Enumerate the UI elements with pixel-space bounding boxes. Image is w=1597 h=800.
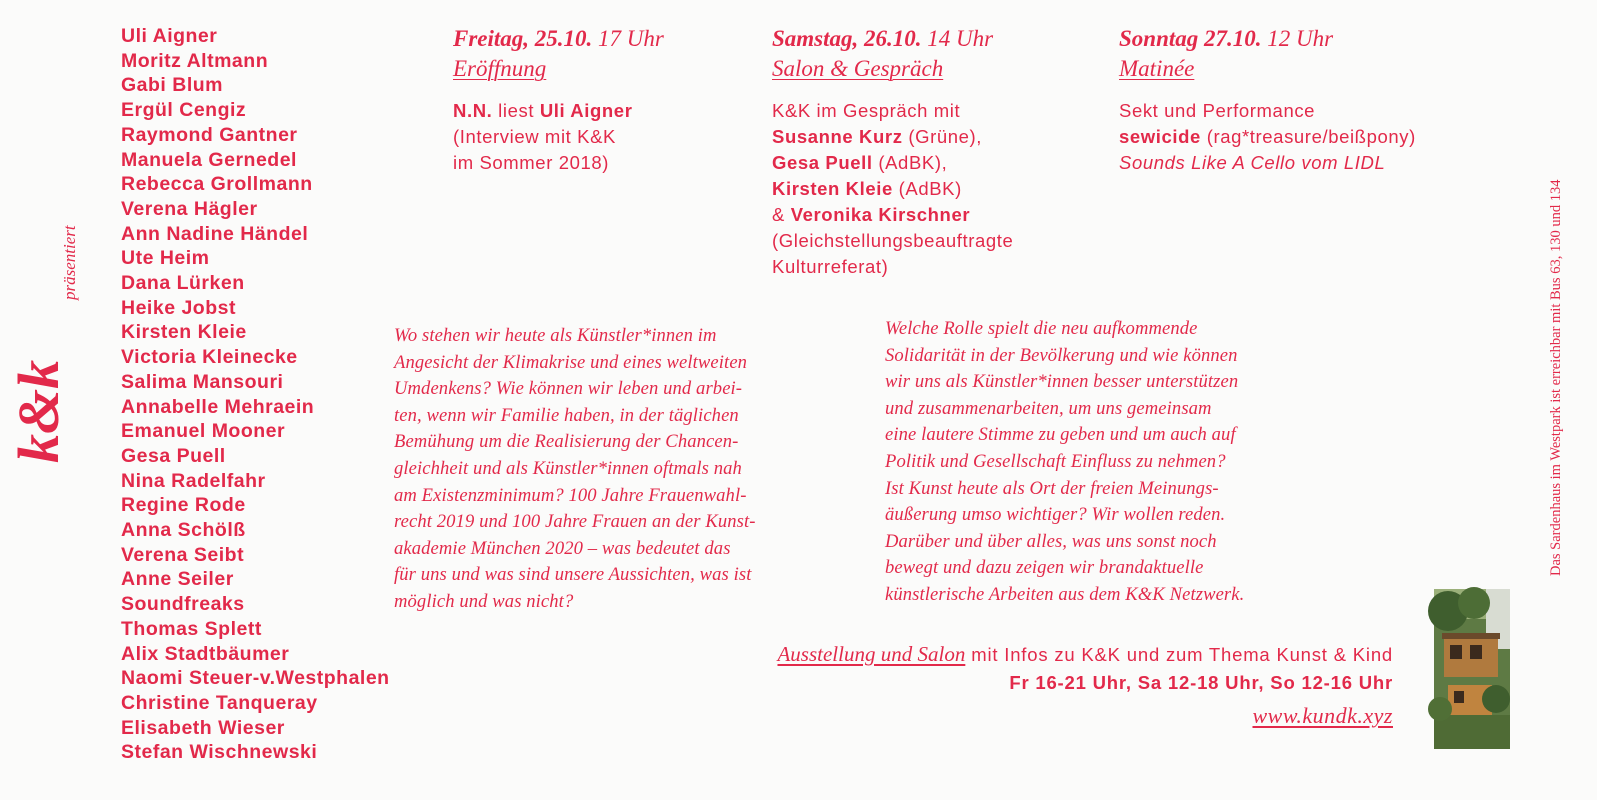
artist-name: Ergül Cengiz [121, 99, 247, 122]
performer-note: (rag*treasure/beißpony) [1206, 126, 1416, 147]
event-time: 17 Uhr [598, 26, 664, 51]
artist-name: Christine Tanqueray [121, 691, 318, 714]
guest-org: Kulturreferat) [772, 256, 889, 277]
venue-photo [1434, 589, 1510, 749]
friday-line: im Sommer 2018) [453, 152, 610, 173]
friday-line: (Interview mit K&K [453, 126, 616, 147]
artist-name: Ann Nadine Händel [121, 222, 309, 245]
event-day: Samstag, 26.10. [772, 26, 922, 51]
opening-hours: Fr 16-21 Uhr, Sa 12-18 Uhr, So 12-16 Uhr [1009, 672, 1393, 693]
artist-name: Kirsten Kleie [121, 321, 247, 344]
sunday-line: Sekt und Performance [1119, 100, 1316, 121]
text-line: Umdenkens? Wie können wir leben und arbei- [394, 378, 743, 400]
text-line: am Existenzminimum? 100 Jahre Frauenwahl- [394, 484, 747, 506]
guest-name: Susanne Kurz [772, 126, 903, 147]
text-line: recht 2019 und 100 Jahre Frauen an der Kunst- [394, 511, 756, 533]
event-title: Salon & Gespräch [772, 56, 944, 81]
artist-list [121, 24, 390, 765]
event-sunday [1119, 24, 1416, 176]
artist-name: Victoria Kleinecke [121, 346, 298, 369]
reads-label: liest [498, 100, 535, 121]
text-line: eine lautere Stimme zu geben und um auch auf [885, 424, 1236, 446]
performer-name: sewicide [1119, 126, 1201, 147]
artist-name: Naomi Steuer-v.Westphalen [121, 667, 390, 690]
text-line: Politik und Gesellschaft Einfluss zu nehmen? [885, 450, 1226, 472]
text-line: möglich und was nicht? [394, 590, 574, 612]
artist-name: Ute Heim [121, 247, 210, 270]
text-right [885, 316, 1244, 609]
artist-name: Annabelle Mehraein [121, 395, 315, 418]
guest-org: (Gleichstellungsbeauftragte [772, 230, 1014, 251]
event-title: Eröffnung [453, 56, 547, 81]
artist-name: Rebecca Grollmann [121, 173, 313, 196]
event-time: 14 Uhr [927, 26, 994, 51]
guest-org: (AdBK), [878, 152, 948, 173]
artist-name: Soundfreaks [121, 593, 245, 616]
directions-note: Das Sardenhaus im Westpark ist erreichbar mit Bus 63, 130 und 134 [1548, 179, 1564, 576]
text-line: Solidarität in der Bevölkerung und wie können [885, 344, 1238, 366]
event-day: Sonntag 27.10. [1119, 26, 1262, 51]
event-saturday [772, 24, 1013, 280]
text-line: bewegt und dazu zeigen wir brandaktuelle [885, 557, 1204, 579]
artist-name: Verena Seibt [121, 543, 245, 566]
reader-name: Uli Aigner [539, 100, 633, 121]
guest-org: (Grüne), [908, 126, 982, 147]
footer-info [777, 640, 1393, 697]
logo-text: k&k [6, 359, 71, 463]
text-line: Angesicht der Klimakrise und eines weltweiten [394, 351, 748, 373]
text-line: Bemühung um die Realisierung der Chancen- [394, 431, 739, 453]
artist-name: Salima Mansouri [121, 370, 284, 393]
artist-name: Heike Jobst [121, 296, 236, 319]
artist-name: Gabi Blum [121, 74, 224, 97]
text-line: für uns und was sind unsere Aussichten, was ist [394, 564, 752, 586]
text-left [394, 323, 756, 616]
footer-info-text: mit Infos zu K&K und zum Thema Kunst & Kind [971, 644, 1393, 665]
artist-name: Regine Rode [121, 494, 246, 517]
guest-name: Gesa Puell [772, 152, 873, 173]
artist-name: Gesa Puell [121, 444, 226, 467]
text-line: künstlerische Arbeiten aus dem K&K Netzwerk. [885, 583, 1245, 605]
artist-name: Alix Stadtbäumer [121, 642, 290, 665]
artist-name: Stefan Wischnewski [121, 741, 318, 764]
text-line: und zusammenarbeiten, um uns gemeinsam [885, 397, 1212, 419]
artist-name: Emanuel Mooner [121, 420, 286, 443]
artist-name: Elisabeth Wieser [121, 716, 285, 739]
text-line: gleichheit und als Künstler*innen oftmals nah [394, 457, 742, 479]
event-title: Matinée [1119, 56, 1195, 81]
exhibition-link[interactable]: Ausstellung und Salon [777, 642, 966, 666]
text-line: Welche Rolle spielt die neu aufkommende [885, 318, 1198, 339]
text-line: Ist Kunst heute als Ort der freien Meinungs- [885, 477, 1219, 499]
nn-label: N.N. [453, 100, 493, 121]
kk-logo [6, 335, 84, 463]
saturday-intro: K&K im Gespräch mit [772, 100, 961, 121]
text-line: ten, wenn wir Familie haben, in der täglichen [394, 404, 739, 426]
guest-name: Kirsten Kleie [772, 178, 893, 199]
event-day: Freitag, 25.10. [453, 26, 593, 51]
artist-name: Manuela Gernedel [121, 148, 297, 171]
presents-label: präsentiert [60, 225, 79, 300]
guest-org: (AdBK) [898, 178, 962, 199]
text-line: Darüber und über alles, was uns sonst noch [885, 530, 1217, 552]
artist-name: Thomas Splett [121, 617, 262, 640]
artist-name: Dana Lürken [121, 272, 245, 295]
sunday-line: Sounds Like A Cello vom LIDL [1119, 152, 1386, 173]
text-line: Wo stehen wir heute als Künstler*innen im [394, 325, 717, 346]
website-link[interactable]: www.kundk.xyz [1252, 703, 1393, 728]
event-time: 12 Uhr [1267, 26, 1334, 51]
artist-name: Anne Seiler [121, 568, 234, 591]
artist-name: Raymond Gantner [121, 123, 298, 146]
text-line: wir uns als Künstler*innen besser unterstützen [885, 371, 1239, 393]
guest-name: Veronika Kirschner [790, 204, 971, 225]
ampersand: & [772, 204, 785, 225]
artist-name: Moritz Altmann [121, 49, 269, 72]
artist-name: Verena Hägler [121, 197, 258, 220]
event-friday [453, 24, 664, 176]
text-line: akademie München 2020 – was bedeutet das [394, 537, 731, 559]
artist-name: Nina Radelfahr [121, 469, 266, 492]
artist-name: Uli Aigner [121, 25, 218, 47]
artist-name: Anna Schölß [121, 519, 246, 542]
text-line: äußerung umso wichtiger? Wir wollen reden. [885, 504, 1226, 526]
